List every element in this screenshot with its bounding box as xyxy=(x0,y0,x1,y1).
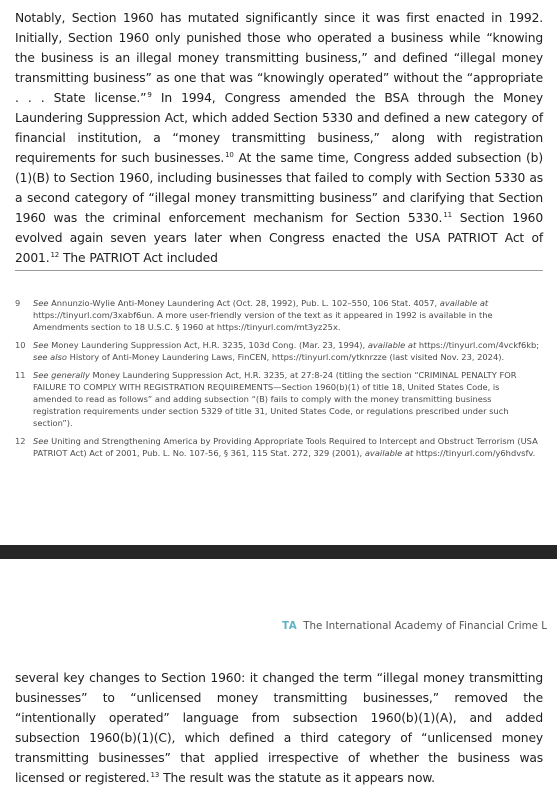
footnote-ref-10[interactable]: 10 xyxy=(225,151,234,159)
footnote-ref-12[interactable]: 12 xyxy=(50,251,60,259)
paragraph-text xyxy=(15,8,543,268)
journal-title: The International Academy of Financial Crime L xyxy=(303,620,547,632)
footnote-number: 9 xyxy=(15,298,21,308)
running-header xyxy=(282,619,557,635)
body-paragraph-2 xyxy=(15,668,543,788)
signal-italic: available at xyxy=(439,298,489,308)
text-run: The PATRIOT Act included xyxy=(59,251,218,265)
page-separator xyxy=(0,545,557,559)
signal-italic: See xyxy=(33,298,49,308)
footnote-10 xyxy=(15,339,540,363)
paragraph-text xyxy=(15,668,543,788)
footnote-run: Uniting and Strengthening America by Providing Appropriate Tools Required to Intercept and Obstruct Terrorism (USA PATRIOT Act) Act of 2001, Pub. L. No. 107-56, § 361, 115 Stat. 272, 329 (2001), xyxy=(33,436,538,458)
footnote-11 xyxy=(15,369,540,429)
footnote-text xyxy=(33,340,539,362)
footnotes xyxy=(15,297,540,465)
text-run: The result was the statute as it appears now. xyxy=(159,771,435,785)
body-paragraph-1 xyxy=(15,8,543,268)
footnote-number: 10 xyxy=(15,340,26,350)
footnote-ref-9[interactable]: 9 xyxy=(147,91,152,99)
footnote-ref-13[interactable]: 13 xyxy=(150,771,160,779)
signal-italic: available at xyxy=(367,340,417,350)
footnote-divider xyxy=(15,270,543,271)
signal-italic: see also xyxy=(33,352,67,362)
footnote-number: 12 xyxy=(15,436,26,446)
footnote-12 xyxy=(15,435,540,459)
signal-italic: See xyxy=(33,340,49,350)
text-run: At the same time, Congress added subsection (b)(1)(B) to Section 1960, including businesses that failed to comply with Section 5330 as a second category of “illegal money transmitting business” and clarifying that Section 1960 was the criminal enforcement mechanism for Section 5330. xyxy=(15,151,543,225)
signal-italic: See xyxy=(33,436,49,446)
footnote-run: Money Laundering Suppression Act, H.R. 3235, at 27:8-24 (titling the section “CRIMINAL PENALTY FOR FAILURE TO COMPLY WITH REGISTRATION REQUIREMENTS—Section 1960(b)(1) of title 18, United States Code, is amended to read as follows” and adding subsection “(B) fails to comply with the money transmitting business registration requirements under section 5329 of title 31, United States Code, or regulations prescribed under such section”). xyxy=(33,370,517,428)
text-run: Notably, Section 1960 has mutated significantly since it was first enacted in 1992. Initially, Section 1960 only punished those who operated a business while “knowing the business is an illegal money transmitting business,” and defined “illegal money transmitting business” as one that was “knowingly operated” without the “appropriate . . . State license.” xyxy=(15,11,543,105)
signal-italic: See generally xyxy=(33,370,90,380)
footnote-run: History of Anti-Money Laundering Laws, FinCEN, https://tinyurl.com/ytknrzze (last visited Nov. 23, 2024). xyxy=(66,352,505,362)
footnote-text xyxy=(33,298,493,332)
footnote-text xyxy=(33,436,538,458)
footnote-ref-11[interactable]: 11 xyxy=(443,211,452,219)
footnote-9 xyxy=(15,297,540,333)
footnote-run: Annunzio-Wylie Anti-Money Laundering Act (Oct. 28, 1992), Pub. L. 102–550, 106 Stat. 4057, xyxy=(48,298,440,308)
text-run: Section 1960 evolved again seven years later when Congress enacted the USA PATRIOT Act of 2001. xyxy=(15,211,543,265)
journal-logo: TA xyxy=(282,620,298,632)
text-run: several key changes to Section 1960: it changed the term “illegal money transmitting businesses” to “unlicensed money transmitting businesses,” removed the “intentionally operated” language from subsection 1960(b)(1)(A), and added subsection 1960(b)(1)(C), which defined a third category of “unlicensed money transmitting businesses” that applied irrespective of whether the business was licensed or registered. xyxy=(15,671,543,785)
footnote-run: https://tinyurl.com/3xabf6un. A more user-friendly version of the text as it appeared in 1992 is available in the Amendments section to 18 U.S.C. § 1960 at https://tinyurl.com/mt3yz25x. xyxy=(33,310,493,332)
footnote-number: 11 xyxy=(15,370,26,380)
footnote-run: https://tinyurl.com/y6hdvsfv. xyxy=(413,448,536,458)
footnote-text xyxy=(33,370,517,428)
footnote-run: https://tinyurl.com/4vckf6kb; xyxy=(416,340,540,350)
signal-italic: available at xyxy=(364,448,414,458)
footnote-run: Money Laundering Suppression Act, H.R. 3235, 103d Cong. (Mar. 23, 1994), xyxy=(48,340,368,350)
text-run: In 1994, Congress amended the BSA through the Money Laundering Suppression Act, which added Section 5330 and defined a new category of financial institution, a “money transmitting business,” along with registration requirements for such businesses. xyxy=(15,91,543,165)
